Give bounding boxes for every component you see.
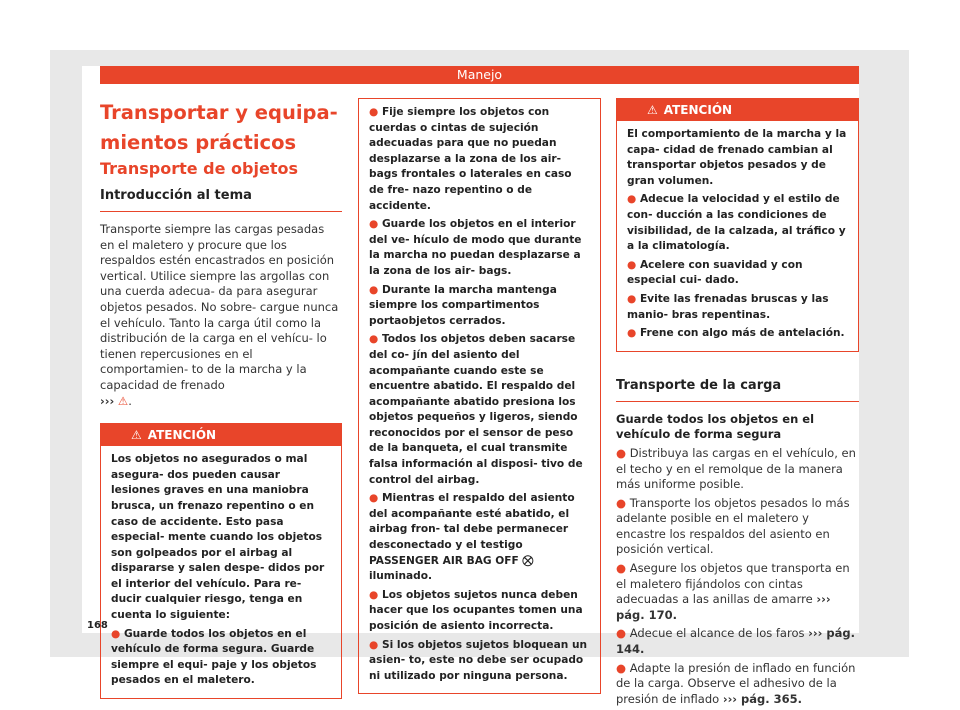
warning-bullet	[627, 292, 848, 323]
bullet-dot: ●	[616, 495, 630, 510]
warning-triangle-icon: ⚠	[647, 103, 658, 117]
warning-box-continued	[358, 98, 601, 694]
title-line-2: mientos prácticos	[100, 131, 297, 154]
page-number: 168	[87, 620, 108, 631]
bullet-dot: ●	[369, 638, 382, 651]
page-ref-link[interactable]: ››› pág. 144.	[616, 626, 855, 657]
bullet-text: Adecue la velocidad y el estilo de con- ducción a las condiciones de visibilidad, de la calzada, al tráfico y a la climatología.	[627, 193, 846, 253]
bullet-dot: ●	[627, 193, 640, 206]
bullet-text: Adecue el alcance de los faros	[629, 626, 805, 641]
warning-triangle-icon: ⚠	[117, 393, 129, 408]
left-column	[100, 98, 342, 699]
bullet-dot: ●	[627, 258, 640, 271]
bullet-text: Todos los objetos deben sacarse del co- jín del asiento del acompañante cuando este se encuentre abatido. El respaldo del acompañante abatido presiona los objetos pequeños y ligeros, siendo reconocidos por el sensor de peso de la banqueta, el cual transmite falsa información al disposi- tivo de control del airbag.	[369, 333, 583, 486]
warning-title: ATENCIÓN	[663, 103, 733, 117]
bullet-text: Asegure los objetos que transporta en el maletero fijándolos con cintas adecuadas a las anillas de amarre	[616, 561, 850, 607]
warning-box-header	[617, 99, 858, 121]
bullet-dot: ●	[627, 327, 640, 340]
bullet-dot: ●	[627, 292, 640, 305]
cargo-lead: Guarde todos los objetos en el vehículo de forma segura	[616, 411, 815, 442]
chapter-header: Manejo	[100, 66, 859, 84]
right-column	[616, 98, 859, 710]
warning-box-body	[617, 121, 858, 351]
bullet-text: Adapte la presión de inflado en función de la carga. Observe el adhesivo de la presión de inflado	[616, 660, 856, 706]
bullet-dot: ●	[616, 626, 630, 641]
cargo-bullet	[616, 661, 859, 708]
intro-text: Transporte siempre las cargas pesadas en el maletero y procure que los respaldos estén encastrados en posición vertical. Utilice siempre las argollas con una cuerda adecua- da para asegurar objetos pesados. No sobre- cargue nunca el vehículo. Tanto la carga útil como la distribución de la carga en el vehícu- lo tienen repercusiones en el comportamien- to de la marcha y la capacidad de frenado ››› ⚠.	[100, 222, 339, 408]
bullet-dot: ●	[616, 561, 630, 576]
subtitle: Transporte de objetos	[100, 159, 298, 178]
warning-box-header	[101, 424, 341, 446]
cargo-bullet	[616, 446, 859, 493]
warning-title: ATENCIÓN	[147, 428, 217, 443]
section-heading-intro: Introducción al tema	[100, 186, 342, 212]
warning-box-body	[101, 446, 341, 698]
bullet-dot: ●	[369, 588, 382, 601]
continued-body	[359, 99, 600, 693]
bullet-text: Distribuya las cargas en el vehículo, en el techo y en el remolque de la manera más uniforme posible.	[616, 445, 856, 492]
title-line-1: Transportar y equipa-	[100, 101, 338, 124]
warning-text: Los objetos no asegurados o mal asegura- dos pueden causar lesiones graves en una maniobra brusca, un frenazo repentino o en caso de accidente. Esto pasa especial- mente cuando los objetos son golpeados por el airbag al dispararse y salen despe- didos por el interior del vehículo. Para re- ducir cualquier riesgo, tenga en cuenta lo siguiente:	[111, 453, 325, 622]
bullet-dot: ●	[369, 283, 382, 296]
bullet-text: Evite las frenadas bruscas y las manio- bras repentinas.	[627, 292, 829, 321]
bullet-text: Si los objetos sujetos bloquean un asien- to, este no debe ser ocupado ni utilizado por ninguna persona.	[369, 638, 588, 682]
mid-bullet	[369, 105, 590, 214]
warning-box-right	[616, 98, 859, 352]
page-ref-link[interactable]: ››› pág. 170.	[616, 592, 831, 622]
cargo-bullet	[616, 496, 859, 558]
warning-text: El comportamiento de la marcha y la capa- cidad de frenado cambian al transportar objetos pesados y de gran volumen.	[627, 128, 847, 187]
bullet-dot: ●	[111, 627, 124, 640]
intro-ref[interactable]: ›››	[100, 393, 115, 408]
bullet-text: Fije siempre los objetos con cuerdas o cintas de sujeción adecuadas para que no puedan desplazarse a la zona de los air- bags frontales o laterales en caso de fre- nazo repentino o de accidente.	[369, 106, 572, 212]
warning-triangle-icon: ⚠	[131, 428, 142, 443]
intro-body: Transporte siempre las cargas pesadas en el maletero y procure que los respaldos estén encastrados en posición vertical. Utilice siempre las argollas con una cuerda adecua- da para asegurar objetos pesados. No sobre- cargue nunca el vehículo. Tanto la carga útil como la distribución de la carga en el vehícu- lo tienen repercusiones en el comportamien- to de la marcha y la capacidad de frenado	[100, 222, 339, 392]
cargo-bullet	[616, 626, 859, 657]
mid-bullet	[369, 332, 590, 488]
bullet-text: Durante la marcha mantenga siempre los compartimentos portaobjetos cerrados.	[369, 283, 557, 327]
bullet-text: Mientras el respaldo del asiento del acompañante esté abatido, el airbag fron- tal debe permanecer desconectado y el testigo PASSENGER AIR BAG OFF ⛒ iluminado.	[369, 492, 575, 583]
mid-bullet	[369, 638, 590, 685]
warning-bullet	[627, 326, 848, 342]
bullet-dot: ●	[616, 445, 630, 460]
mid-bullet	[369, 283, 590, 330]
bullet-dot: ●	[369, 106, 382, 118]
bullet-dot: ●	[369, 333, 382, 346]
bullet-text: Frene con algo más de antelación.	[639, 327, 845, 340]
warning-bullet	[111, 627, 331, 689]
warning-bullet	[627, 258, 848, 289]
page-ref-link[interactable]: ››› pág. 365.	[722, 691, 803, 706]
bullet-dot: ●	[369, 218, 382, 231]
bullet-text: Transporte los objetos pesados lo más adelante posible en el maletero y encastre los respaldos del asiento en posición vertical.	[616, 495, 850, 557]
bullet-dot: ●	[616, 660, 630, 675]
section-heading-cargo: Transporte de la carga	[616, 376, 859, 402]
mid-bullet	[369, 491, 590, 585]
mid-bullet	[369, 217, 590, 279]
cargo-bullet	[616, 561, 859, 623]
bullet-text: Guarde los objetos en el interior del ve- hículo de modo que durante la marcha no puedan desplazarse a la zona de los air- bags.	[369, 218, 582, 277]
bullet-text: Los objetos sujetos nunca deben hacer que los ocupantes tomen una posición de asiento incorrecta.	[369, 588, 583, 632]
bullet-text: Guarde todos los objetos en el vehículo de forma segura. Guarde siempre el equi- paje y los objetos pesados en el maletero.	[111, 627, 317, 687]
bullet-text: Acelere con suavidad y con especial cui- dado.	[627, 258, 803, 287]
bullet-dot: ●	[369, 492, 382, 505]
warning-box-left	[100, 423, 342, 699]
mid-bullet	[369, 588, 590, 635]
warning-bullet	[627, 192, 848, 254]
